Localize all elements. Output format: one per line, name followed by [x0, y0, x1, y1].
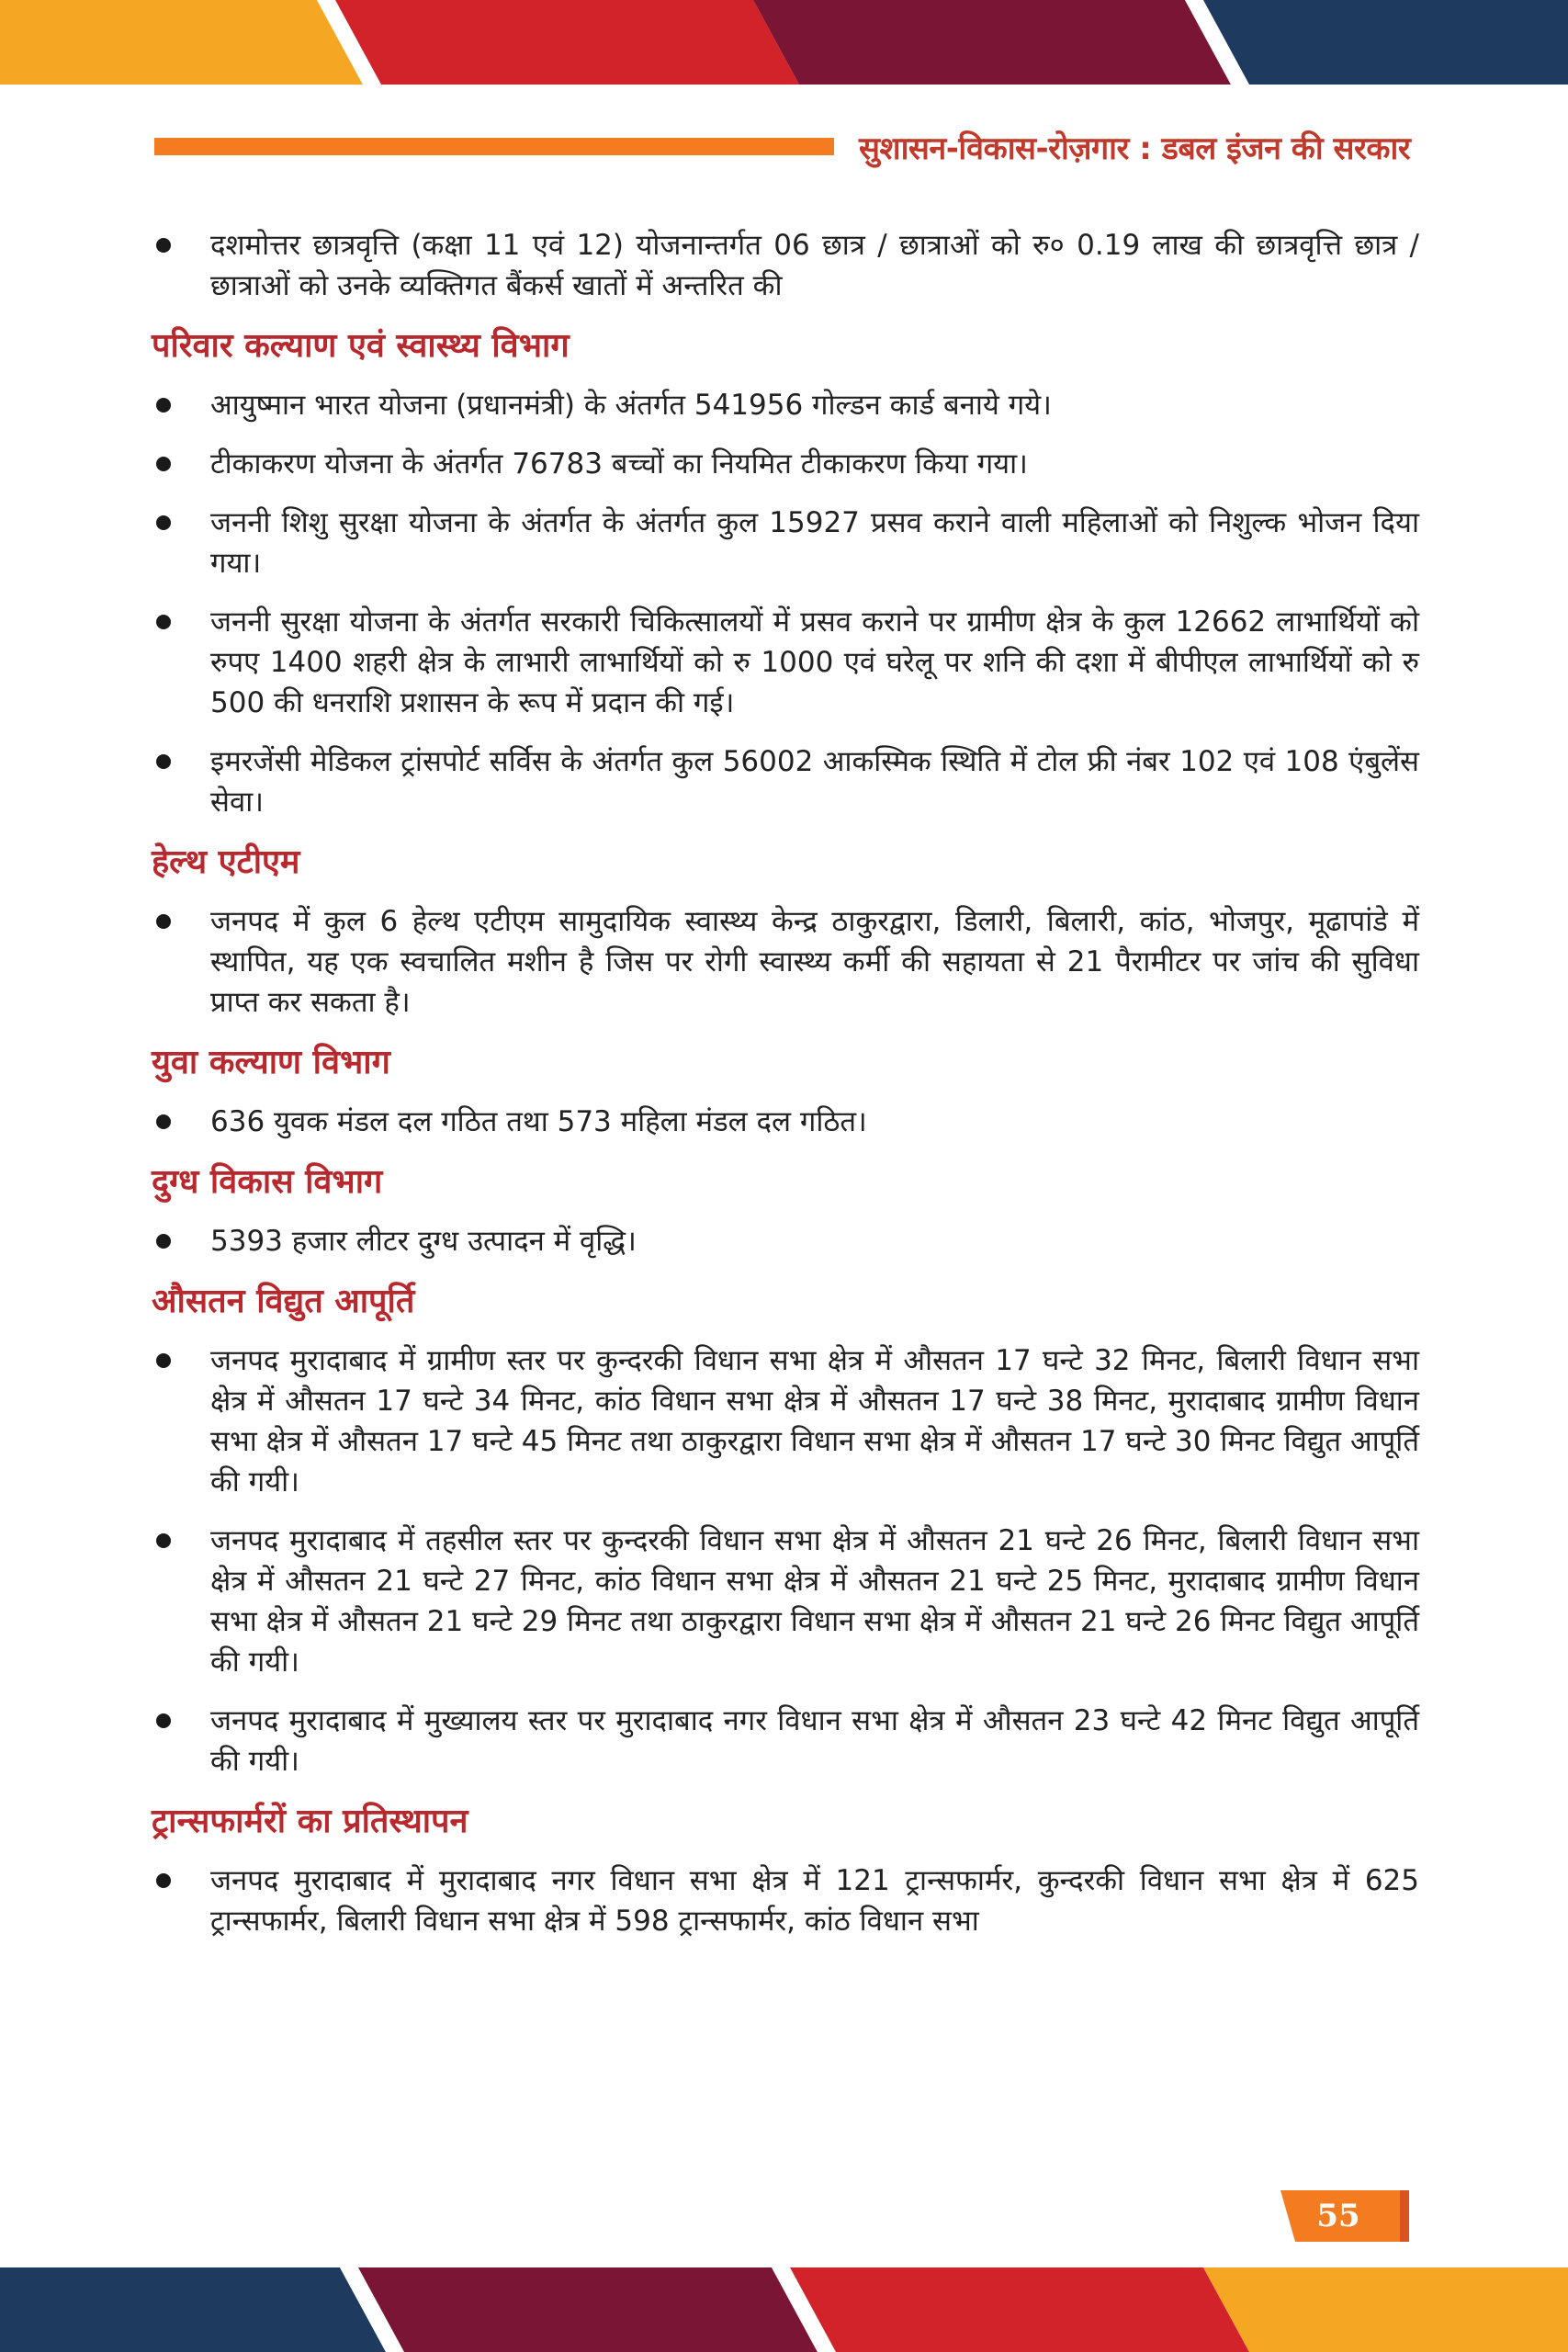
section-dairy-development	[152, 1160, 1419, 1261]
section-list	[152, 1221, 1419, 1261]
list-item-text: 636 युवक मंडल दल गठित तथा 573 महिला मंडल दल गठित।	[210, 1105, 867, 1138]
top-color-band	[0, 0, 1568, 85]
top-band-red-segment	[335, 0, 799, 85]
list-item	[152, 1860, 1419, 1941]
list-item	[152, 225, 1419, 306]
bullet-icon	[156, 457, 171, 471]
section-list	[152, 225, 1419, 306]
bullet-icon	[156, 1234, 171, 1249]
list-item	[152, 1701, 1419, 1781]
section-heading: दुग्ध विकास विभाग	[152, 1163, 383, 1201]
section-list	[152, 901, 1419, 1023]
header-accent-line	[154, 138, 834, 155]
bullet-icon	[156, 1533, 171, 1548]
bullet-icon	[156, 398, 171, 413]
list-item-text: जननी सुरक्षा योजना के अंतर्गत सरकारी चिकित्सालयों में प्रसव कराने पर ग्रामीण क्षेत्र के कुल 12662 लाभार्थियों को रुपए 1400 शहरी क्षेत्र के लाभारी लाभार्थियों को रु 1000 एवं घरेलू पर शनि की दशा में बीपीएल लाभार्थियों को रु 500 की धनराशि प्रशासन के रूप में प्रदान की गई।	[210, 605, 1419, 719]
bottom-band-navy-segment	[0, 2267, 386, 2352]
list-item	[152, 1521, 1419, 1682]
bullet-icon	[156, 914, 171, 929]
bullet-icon	[156, 238, 171, 253]
section-family-welfare-health	[152, 324, 1419, 822]
section-heading: औसतन विद्युत आपूर्ति	[152, 1283, 415, 1320]
section-transformer-replacement	[152, 1800, 1419, 1941]
top-band-orange-segment	[0, 0, 363, 85]
section-list	[152, 385, 1419, 822]
bullet-icon	[156, 1713, 171, 1728]
bullet-icon	[156, 615, 171, 629]
list-item-text: जनपद मुरादाबाद में मुरादाबाद नगर विधान सभा क्षेत्र में 121 ट्रान्सफार्मर, कुन्दरकी विधान सभा क्षेत्र में 625 ट्रान्सफार्मर, बिलारी विधान सभा क्षेत्र में 598 ट्रान्सफार्मर, कांठ विधान सभा	[210, 1864, 1419, 1938]
section-list	[152, 1340, 1419, 1781]
section-heading: हेल्थ एटीएम	[152, 843, 300, 881]
list-item	[152, 602, 1419, 723]
list-item	[152, 1340, 1419, 1502]
list-item	[152, 1102, 1419, 1142]
list-item	[152, 385, 1419, 425]
list-item	[152, 901, 1419, 1023]
section-heading: युवा कल्याण विभाग	[152, 1044, 390, 1081]
section-youth-welfare	[152, 1041, 1419, 1142]
bottom-band-orange-segment	[1203, 2267, 1568, 2352]
top-band-maroon-segment	[753, 0, 1231, 85]
running-header-title: सुशासन-विकास-रोज़गार : डबल इंजन की सरकार	[859, 130, 1411, 167]
list-item-text: 5393 हजार लीटर दुग्ध उत्पादन में वृद्धि।	[210, 1225, 637, 1258]
list-item	[152, 1221, 1419, 1261]
list-item-text: इमरजेंसी मेडिकल ट्रांसपोर्ट सर्विस के अंतर्गत कुल 56002 आकस्मिक स्थिति में टोल फ्री नंबर 102 एवं 108 एंबुलेंस सेवा।	[210, 745, 1419, 819]
list-item-text: जनपद मुरादाबाद में ग्रामीण स्तर पर कुन्दरकी विधान सभा क्षेत्र में औसतन 17 घन्टे 32 मिनट, बिलारी विधान सभा क्षेत्र में औसतन 17 घन्टे 34 मिनट, कांठ विधान सभा क्षेत्र में औसतन 17 घन्टे 38 मिनट, मुरादाबाद ग्रामीण विधान सभा क्षेत्र में औसतन 17 घन्टे 45 मिनट तथा ठाकुरद्वारा विधान सभा क्षेत्र में औसतन 17 घन्टे 30 मिनट विद्युत आपूर्ति की गयी।	[210, 1344, 1419, 1498]
bottom-band-red-segment	[790, 2267, 1249, 2352]
list-item-text: जनपद मुरादाबाद में तहसील स्तर पर कुन्दरकी विधान सभा क्षेत्र में औसतन 21 घन्टे 26 मिनट, बिलारी विधान सभा क्षेत्र में औसतन 21 घन्टे 27 मिनट, कांठ विधान सभा क्षेत्र में औसतन 21 घन्टे 25 मिनट, मुरादाबाद ग्रामीण विधान सभा क्षेत्र में औसतन 21 घन्टे 29 मिनट तथा ठाकुरद्वारा विधान सभा क्षेत्र में औसतन 21 घन्टे 26 मिनट विद्युत आपूर्ति की गयी।	[210, 1524, 1419, 1679]
bullet-icon	[156, 1873, 171, 1888]
bottom-band-maroon-segment	[358, 2267, 818, 2352]
list-item	[152, 503, 1419, 583]
bottom-color-band	[0, 2267, 1568, 2352]
section-power-supply	[152, 1280, 1419, 1781]
list-item-text: टीकाकरण योजना के अंतर्गत 76783 बच्चों का नियमित टीकाकरण किया गया।	[210, 447, 1028, 481]
list-item-text: आयुष्मान भारत योजना (प्रधानमंत्री) के अंतर्गत 541956 गोल्डन कार्ड बनाये गये।	[210, 389, 1052, 422]
list-item	[152, 444, 1419, 484]
bullet-icon	[156, 1353, 171, 1368]
list-item-text: जनपद में कुल 6 हेल्थ एटीएम सामुदायिक स्वास्थ्य केन्द्र ठाकुरद्वारा, डिलारी, बिलारी, कांठ, भोजपुर, मूढापांडे में स्थापित, यह एक स्वचालित मशीन है जिस पर रोगी स्वास्थ्य कर्मी की सहायता से 21 पैरामीटर पर जांच की सुविधा प्राप्त कर सकता है।	[210, 905, 1419, 1019]
bullet-icon	[156, 1114, 171, 1129]
section-scholarship	[152, 225, 1419, 306]
list-item	[152, 741, 1419, 822]
bullet-icon	[156, 515, 171, 530]
bullet-icon	[156, 754, 171, 769]
page-number: 55	[1316, 2198, 1360, 2234]
section-heading: ट्रान्सफार्मरों का प्रतिस्थापन	[152, 1803, 468, 1840]
top-band-navy-segment	[1203, 0, 1568, 85]
list-item-text: जननी शिशु सुरक्षा योजना के अंतर्गत के अंतर्गत कुल 15927 प्रसव कराने वाली महिलाओं को निशुल्क भोजन दिया गया।	[210, 506, 1419, 580]
section-list	[152, 1860, 1419, 1941]
page-content	[152, 225, 1419, 1960]
section-health-atm	[152, 841, 1419, 1023]
list-item-text: दशमोत्तर छात्रवृत्ति (कक्षा 11 एवं 12) योजनान्तर्गत 06 छात्र / छात्राओं को रु० 0.19 लाख की छात्रवृत्ति छात्र / छात्राओं को उनके व्यक्तिगत बैंकर्स खातों में अन्तरित की	[210, 229, 1419, 302]
section-list	[152, 1102, 1419, 1142]
page-tab-edge	[1400, 2190, 1409, 2242]
list-item-text: जनपद मुरादाबाद में मुख्यालय स्तर पर मुरादाबाद नगर विधान सभा क्षेत्र में औसतन 23 घन्टे 42 मिनट विद्युत आपूर्ति की गयी।	[210, 1704, 1419, 1778]
section-heading: परिवार कल्याण एवं स्वास्थ्य विभाग	[152, 327, 570, 365]
